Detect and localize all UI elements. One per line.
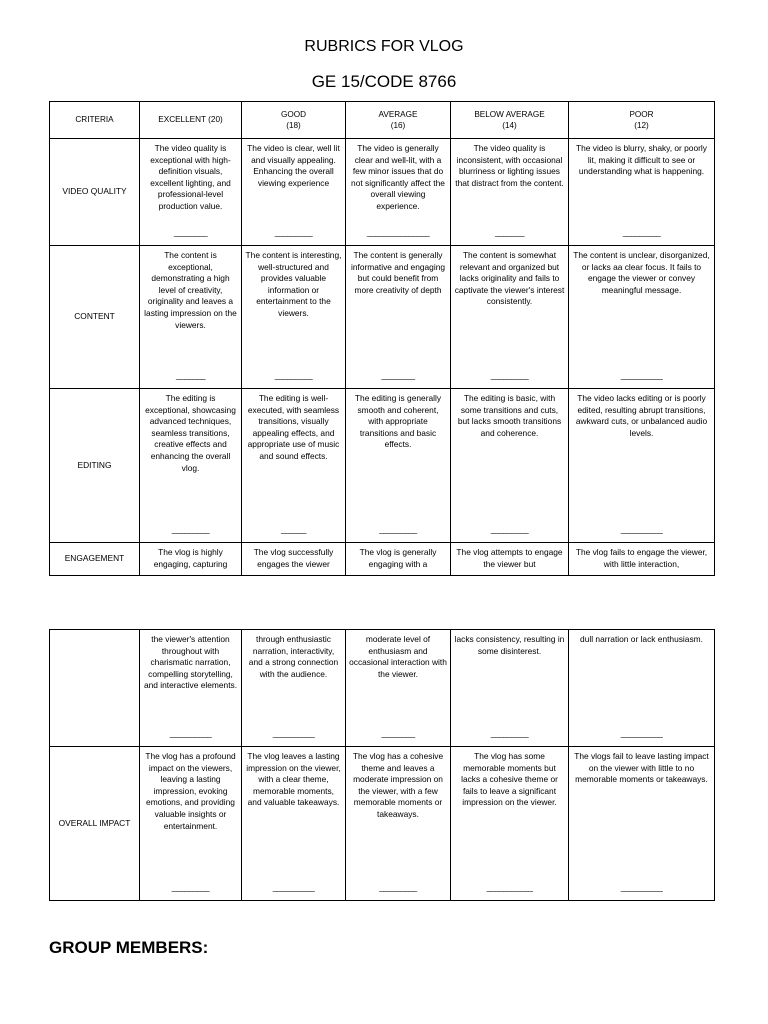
header-below-average: BELOW AVERAGE (14) [451, 102, 569, 139]
rubric-table-page1 [49, 101, 715, 576]
descriptor-cell [569, 246, 715, 389]
descriptor-cell [242, 543, 346, 576]
descriptor-text: through enthusiastic narration, interactivity, and a strong connection with the audience. [248, 634, 339, 679]
descriptor-text: The video is generally clear and well-lit, with a few minor issues that do not significantly affect the overall viewing experience. [351, 143, 445, 211]
score-blank-line[interactable]: ________ [381, 370, 415, 381]
score-blank-line[interactable]: ___________ [486, 882, 533, 893]
header-criteria: CRITERIA [50, 102, 140, 139]
descriptor-cell [451, 543, 569, 576]
descriptor-cell [242, 389, 346, 543]
descriptor-text: The vlog successfully engages the viewer [253, 547, 334, 569]
score-blank-line[interactable]: ______ [281, 524, 306, 535]
descriptor-text: The editing is generally smooth and coherent, with appropriate transitions and basic effects. [354, 393, 442, 450]
score-blank-line[interactable]: _________ [274, 370, 313, 381]
descriptor-cell [346, 747, 451, 901]
score-blank-line[interactable]: _______ [175, 370, 206, 381]
rubric-row [50, 139, 715, 246]
descriptor-text: The vlog attempts to engage the viewer but [456, 547, 563, 569]
rubric-row [50, 246, 715, 389]
descriptor-cell [242, 139, 346, 246]
rubric-row [50, 630, 715, 747]
descriptor-text: The content is exceptional, demonstrating a high level of creativity, originality and leaves a lasting impression on the viewers. [144, 250, 237, 330]
descriptor-text: The editing is exceptional, showcasing advanced techniques, seamless transitions, creative effects and enhancing the overall vlog. [145, 393, 236, 473]
descriptor-cell [140, 389, 242, 543]
descriptor-text: The vlog has a profound impact on the viewers, leaving a lasting impression, evoking emotions, and providing valuable insights or entertainment. [145, 751, 236, 831]
score-blank-line[interactable]: _________ [490, 524, 529, 535]
score-blank-line[interactable]: __________ [620, 370, 663, 381]
descriptor-text: The vlog has some memorable moments but lacks a cohesive theme or fails to leave a significant impression on the viewer. [461, 751, 558, 808]
descriptor-text: The content is generally informative and engaging but could benefit from more creativity of depth [350, 250, 446, 295]
descriptor-cell [346, 630, 451, 747]
descriptor-cell [569, 747, 715, 901]
descriptor-text: The vlog has a cohesive theme and leaves a moderate impression on the viewer, with a few memorable moments or takeaways. [352, 751, 444, 819]
descriptor-cell [346, 543, 451, 576]
descriptor-cell [140, 139, 242, 246]
header-row [50, 102, 715, 139]
document-title: RUBRICS FOR VLOG [304, 38, 464, 55]
rubric-row [50, 543, 715, 576]
header-excellent: EXCELLENT (20) [140, 102, 242, 139]
descriptor-text: The video is blurry, shaky, or poorly lit, making it difficult to see or understanding what is happening. [576, 143, 707, 177]
score-blank-line[interactable]: _________ [274, 227, 313, 238]
score-blank-line[interactable]: __________ [620, 524, 663, 535]
criteria-label: VIDEO QUALITY [50, 139, 140, 246]
rubric-table-page2 [49, 629, 715, 901]
score-blank-line[interactable]: _________ [490, 370, 529, 381]
descriptor-cell [140, 747, 242, 901]
criteria-label [50, 630, 140, 747]
descriptor-cell [569, 630, 715, 747]
descriptor-text: moderate level of enthusiasm and occasional interaction with the viewer. [349, 634, 447, 679]
score-blank-line[interactable]: _________ [171, 524, 210, 535]
score-blank-line[interactable]: __________ [620, 882, 663, 893]
header-average: AVERAGE (16) [346, 102, 451, 139]
descriptor-cell [140, 543, 242, 576]
descriptor-text: dull narration or lack enthusiasm. [580, 634, 703, 644]
descriptor-text: the viewer's attention throughout with charismatic narration, compelling storytelling, and interactive elements. [143, 634, 238, 691]
descriptor-text: The vlogs fail to leave lasting impact on the viewer with little to no memorable moments or takeaways. [574, 751, 709, 785]
score-blank-line[interactable]: __________ [272, 882, 315, 893]
rubric-row [50, 389, 715, 543]
header-good: GOOD (18) [242, 102, 346, 139]
descriptor-cell [451, 747, 569, 901]
descriptor-cell [346, 389, 451, 543]
descriptor-cell [569, 543, 715, 576]
descriptor-text: The video lacks editing or is poorly edited, resulting abrupt transitions, awkward cuts, or unbalanced audio levels. [575, 393, 708, 438]
score-blank-line[interactable]: _________ [171, 882, 210, 893]
descriptor-cell [451, 389, 569, 543]
descriptor-text: The editing is well-executed, with seamless transitions, visually appealing effects, and appropriate use of music and sound effects. [247, 393, 340, 461]
descriptor-cell [140, 246, 242, 389]
descriptor-text: The vlog leaves a lasting impression on the viewer, with a clear theme, memorable moments, and valuable takeaways. [246, 751, 341, 808]
course-code: GE 15/CODE 8766 [311, 72, 457, 91]
descriptor-cell [140, 630, 242, 747]
descriptor-cell [569, 139, 715, 246]
score-blank-line[interactable]: __________ [169, 728, 212, 739]
descriptor-cell [242, 246, 346, 389]
score-blank-line[interactable]: _______ [494, 227, 525, 238]
score-blank-line[interactable]: _________ [379, 524, 417, 535]
score-blank-line[interactable]: _________ [490, 728, 529, 739]
descriptor-text: The vlog fails to engage the viewer, with little interaction, [575, 547, 708, 569]
criteria-label: OVERALL IMPACT [50, 747, 140, 901]
descriptor-text: The vlog is highly engaging, capturing [153, 547, 228, 569]
score-blank-line[interactable]: _______________ [366, 227, 430, 238]
descriptor-text: The video quality is inconsistent, with occasional blurriness or lighting issues that distract from the content. [455, 143, 564, 188]
descriptor-text: The editing is basic, with some transitions and cuts, but lacks smooth transitions and coherence. [457, 393, 562, 438]
descriptor-cell [346, 246, 451, 389]
criteria-label: ENGAGEMENT [50, 543, 140, 576]
descriptor-text: The video is clear, well lit and visually appealing. Enhancing the overall viewing experience [247, 143, 340, 188]
group-members-label: GROUP MEMBERS: [49, 938, 209, 957]
score-blank-line[interactable]: _________ [379, 882, 417, 893]
descriptor-cell [346, 139, 451, 246]
score-blank-line[interactable]: ________ [173, 227, 208, 238]
criteria-label: CONTENT [50, 246, 140, 389]
descriptor-text: The content is interesting, well-structured and provides valuable information or entertainment to the viewers. [245, 250, 342, 318]
descriptor-text: The content is somewhat relevant and organized but lacks originality and fails to captivate the viewer's interest consistently. [454, 250, 565, 307]
score-blank-line[interactable]: __________ [620, 728, 663, 739]
descriptor-text: The content is unclear, disorganized, or lacks aa clear focus. It fails to engage the viewer or convey meaningful message. [573, 250, 710, 295]
descriptor-cell [451, 139, 569, 246]
descriptor-text: lacks consistency, resulting in some disinterest. [454, 634, 565, 656]
descriptor-cell [242, 747, 346, 901]
descriptor-cell [569, 389, 715, 543]
descriptor-cell [451, 630, 569, 747]
descriptor-text: The video quality is exceptional with high-definition visuals, excellent lighting, and professional-level production value. [150, 143, 231, 211]
descriptor-text: The vlog is generally engaging with a [359, 547, 437, 569]
score-blank-line[interactable]: __________ [272, 728, 315, 739]
header-poor: POOR (12) [569, 102, 715, 139]
rubric-row [50, 747, 715, 901]
score-blank-line[interactable]: _________ [622, 227, 661, 238]
criteria-label: EDITING [50, 389, 140, 543]
descriptor-cell [242, 630, 346, 747]
score-blank-line[interactable]: ________ [381, 728, 415, 739]
descriptor-cell [451, 246, 569, 389]
